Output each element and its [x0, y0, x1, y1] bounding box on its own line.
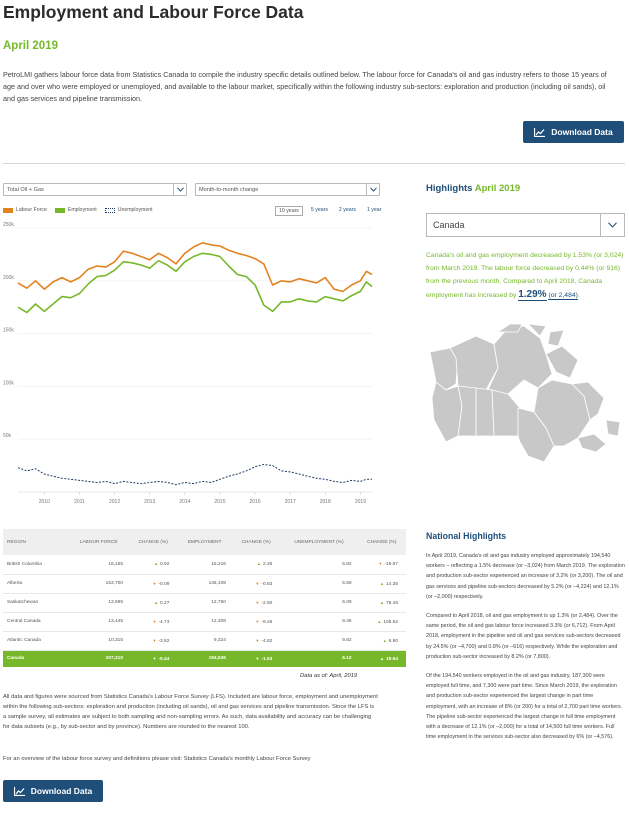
cell-lchg: ▼ -0.44	[129, 650, 177, 667]
legend-labour-force[interactable]: Labour Force	[3, 207, 47, 213]
cell-labour: 207,210	[68, 650, 129, 667]
y-tick-label: 50k	[3, 433, 12, 440]
x-tick-label: 2016	[249, 499, 261, 505]
map-manitoba	[492, 390, 520, 436]
cell-emp: 12,760	[177, 593, 232, 612]
canada-map[interactable]	[428, 324, 624, 472]
arrow-up-icon: ▲	[154, 599, 159, 605]
data-as-of: Data as of: April, 2019	[300, 673, 358, 679]
col-labour-change: CHANGE (%)	[129, 529, 177, 555]
cell-uchg: ▼ -18.67	[358, 555, 406, 574]
arrow-down-icon: ▼	[255, 618, 260, 624]
cell-uchg: ▲ 6.90	[358, 631, 406, 650]
arrow-down-icon: ▼	[152, 580, 157, 586]
col-labour-force: LABOUR FORCE	[68, 529, 129, 555]
cell-region: British Columbia	[3, 555, 68, 574]
cell-echg: ▲ 2.26	[232, 555, 280, 574]
cell-emp: 9,324	[177, 631, 232, 650]
cell-uchg: ▲ 78.45	[358, 593, 406, 612]
col-region: REGION	[3, 529, 68, 555]
cell-emp: 15,216	[177, 555, 232, 574]
cell-region: Atlantic Canada	[3, 631, 68, 650]
data-source-note: All data and figures were sourced from Statistics Canada's Labour Force Survey (LFS). Included are labour force, employment and unemployment within the following sub-sectors: exploration and production (including oil sands), oil and gas services and pipeline transmission. Since the LFS is a sample survey, all estimates are subject to both sampling and non-sampling errors. As such, data availability and accuracy can be challenging for data subsets (e.g., by sub-sector and by province). Numbers are rounded to the nearest 100.	[3, 694, 378, 730]
cell-region: Canada	[3, 650, 68, 667]
cell-uchg: ▲ 14.35	[358, 574, 406, 593]
cell-uchg: ▲ 105.52	[358, 612, 406, 631]
x-tick-label: 2015	[214, 499, 226, 505]
cell-lchg: ▼ -3.82	[129, 631, 177, 650]
table-row	[3, 631, 406, 650]
chart-icon	[14, 787, 25, 796]
arrow-down-icon: ▼	[152, 655, 157, 661]
arrow-up-icon: ▲	[380, 655, 384, 661]
y-tick-label: 150k	[3, 327, 14, 334]
legend-unemployment[interactable]: Unemployment	[105, 207, 153, 213]
cell-region: Alberta	[3, 574, 68, 593]
cell-region: Saskatchewan	[3, 593, 68, 612]
cell-emp: 194,536	[177, 650, 232, 667]
map-newfoundland	[606, 420, 620, 436]
y-tick-label: 250k	[3, 222, 14, 228]
table-row	[3, 612, 406, 631]
cell-labour: 10,315	[68, 631, 129, 650]
employment-line-chart	[0, 220, 382, 512]
national-paragraph: Compared to April 2018, oil and gas employment is up 1.3% (or 2,484). Over the same period, the oil and gas labour force increased 3.3% (or 6,712). From April 2018, employment in the pipeline and oil and gas services sub-sectors decreased by 24.5% (or –4,700) and 0.8% (or –616) respectively. While the exploration and production sub-sector increased by 8.2% (or 7,800).	[426, 613, 621, 660]
report-month: April 2019	[3, 40, 58, 52]
arrow-down-icon: ▼	[255, 655, 260, 661]
table-total-row	[3, 650, 406, 667]
cell-lchg: ▼ -0.09	[129, 574, 177, 593]
x-tick-label: 2013	[144, 499, 156, 505]
cell-region: Central Canada	[3, 612, 68, 631]
cell-labour: 16,155	[68, 555, 129, 574]
chevron-down-icon	[173, 184, 186, 195]
cell-echg: ▼ -2.50	[232, 593, 280, 612]
cell-unemp: 9.82	[280, 631, 357, 650]
chart-icon	[534, 128, 545, 137]
national-highlights-text	[426, 551, 625, 751]
cell-unemp: 6.09	[280, 593, 357, 612]
cell-emp: 145,108	[177, 574, 232, 593]
cell-labour: 153,700	[68, 574, 129, 593]
lfs-overview-link[interactable]: For an overview of the labour force survey and definitions please visit: Statistics Canada's monthly Labour Force Survey	[3, 756, 311, 762]
col-unemployment: UNEMPLOYMENT (%)	[280, 529, 357, 555]
table-row	[3, 574, 406, 593]
range-10-years[interactable]: 10 years	[275, 206, 303, 216]
download-data-button-bottom[interactable]	[3, 780, 103, 802]
map-saskatchewan	[476, 388, 494, 436]
cell-labour: 13,595	[68, 593, 129, 612]
series-select[interactable]	[3, 183, 187, 196]
cell-lchg: ▼ -4.73	[129, 612, 177, 631]
download-data-label: Download Data	[30, 786, 93, 796]
section-divider	[3, 163, 625, 164]
x-tick-label: 2010	[38, 499, 50, 505]
cell-unemp: 5.59	[280, 574, 357, 593]
range-2-years[interactable]: 2 years	[338, 207, 356, 213]
cell-unemp: 5.82	[280, 555, 357, 574]
chevron-down-icon	[600, 214, 624, 236]
arrow-down-icon: ▼	[378, 561, 383, 567]
arrow-down-icon: ▼	[152, 618, 157, 624]
range-tabs	[275, 206, 384, 216]
download-data-button[interactable]	[523, 121, 624, 143]
region-select-value: Canada	[433, 220, 465, 230]
arrow-up-icon: ▲	[257, 561, 261, 567]
table-row	[3, 593, 406, 612]
series-line-unemployment[interactable]	[18, 465, 372, 485]
arrow-up-icon: ▲	[380, 580, 384, 586]
cell-echg: ▼ -1.53	[232, 650, 280, 667]
chevron-down-icon	[366, 184, 379, 195]
cell-echg: ▼ -9.26	[232, 612, 280, 631]
arrow-up-icon: ▲	[154, 561, 159, 567]
col-employment-change: CHANGE (%)	[232, 529, 280, 555]
arrow-up-icon: ▲	[377, 618, 382, 624]
highlights-summary: Canada's oil and gas employment decreased by 1.53% (or 3,024) from March 2019. The labour force decreased by 0.44% (or 916) from the previous month. Compared to April 2018, Canada employment has increased by 1.29% (or 2,484).	[426, 252, 624, 300]
series-line-labour-force[interactable]	[18, 243, 372, 292]
cell-unemp: 8.45	[280, 612, 357, 631]
y-tick-label: 200k	[3, 274, 14, 281]
col-employment: EMPLOYMENT	[177, 529, 232, 555]
x-tick-label: 2011	[74, 499, 85, 505]
range-1-year[interactable]: 1 year	[366, 207, 382, 213]
map-bc	[432, 382, 462, 442]
series-line-employment[interactable]	[18, 253, 372, 312]
legend-employment[interactable]: Employment	[55, 207, 97, 213]
col-unemployment-change: CHANGE (%)	[358, 529, 406, 555]
x-tick-label: 2018	[319, 499, 331, 505]
region-select[interactable]	[426, 213, 625, 237]
change-type-value: Month-to-month change	[199, 186, 259, 193]
regional-data-table	[3, 529, 406, 667]
x-tick-label: 2017	[284, 499, 296, 505]
change-type-select[interactable]	[195, 183, 380, 196]
x-tick-label: 2012	[109, 499, 121, 505]
page-title: Employment and Labour Force Data	[3, 2, 304, 22]
map-maritimes	[578, 434, 606, 452]
series-select-value: Total Oil + Gas	[7, 186, 44, 193]
highlight-big-value: 1.29%	[518, 289, 547, 300]
national-paragraph: In April 2019, Canada's oil and gas industry employed approximately 194,540 workers – reflecting a 1.5% decrease (or –3,024) from March 2019. The exploration and production sub-sector experienced an increase of 3.2% (or 3,200). The oil and gas services and pipeline sub-sectors decreased by 5.2% (or –4,224) and 12.1% (or –2,000) respectively.	[426, 553, 625, 600]
cell-echg: ▼ -4.82	[232, 631, 280, 650]
arrow-up-icon: ▲	[382, 637, 387, 643]
cell-labour: 13,445	[68, 612, 129, 631]
map-nwt	[450, 336, 498, 390]
cell-uchg: ▲ 19.94	[358, 650, 406, 667]
map-nunavut	[488, 326, 552, 394]
y-tick-label: 100k	[3, 380, 14, 387]
table-row	[3, 555, 406, 574]
arrow-down-icon: ▼	[152, 637, 157, 643]
arrow-down-icon: ▼	[255, 637, 260, 643]
highlights-title: Highlights April 2019	[426, 183, 521, 194]
highlight-change-count: (or 2,484)	[548, 292, 578, 299]
arrow-down-icon: ▼	[255, 580, 260, 586]
cell-unemp: 6.12	[280, 650, 357, 667]
chart-legend	[3, 207, 153, 213]
intro-paragraph: PetroLMI gathers labour force data from Statistics Canada to compile the industry specific details outlined below. The labour force for Canada's oil and gas industry refers to those 15 years of age and over who were employed or unemployed, and available to the labour market, specifically within the following industry sub-sectors: exploration and production (including oil sands), oil and gas services and pipeline transmission.	[3, 70, 607, 103]
national-paragraph: Of the 194,540 workers employed in the oil and gas industry, 187,300 were employed full time, and 7,300 were part time. Since March 2019, the exploration and production sub-sector experienced the largest change in part time employment, with an increase of 8% (or 200) for a total of 2,700 part time workers. The pipeline sub-sector experienced the largest change in full time employment with a decrease of 12.1% (or –2,000) for a total of 14,500 full time workers. Full time employment in the services sub-sector also decreased by 6% (or –4,576).	[426, 673, 623, 741]
download-data-label: Download Data	[551, 127, 613, 137]
cell-echg: ▼ -0.83	[232, 574, 280, 593]
arrow-up-icon: ▲	[380, 599, 384, 605]
national-highlights-title: National Highlights	[426, 531, 507, 541]
x-tick-label: 2014	[179, 499, 191, 505]
arrow-down-icon: ▼	[255, 599, 260, 605]
cell-lchg: ▲ 0.27	[129, 593, 177, 612]
x-tick-label: 2019	[354, 499, 366, 505]
cell-lchg: ▲ 0.92	[129, 555, 177, 574]
range-5-years[interactable]: 5 years	[310, 207, 328, 213]
cell-emp: 12,308	[177, 612, 232, 631]
